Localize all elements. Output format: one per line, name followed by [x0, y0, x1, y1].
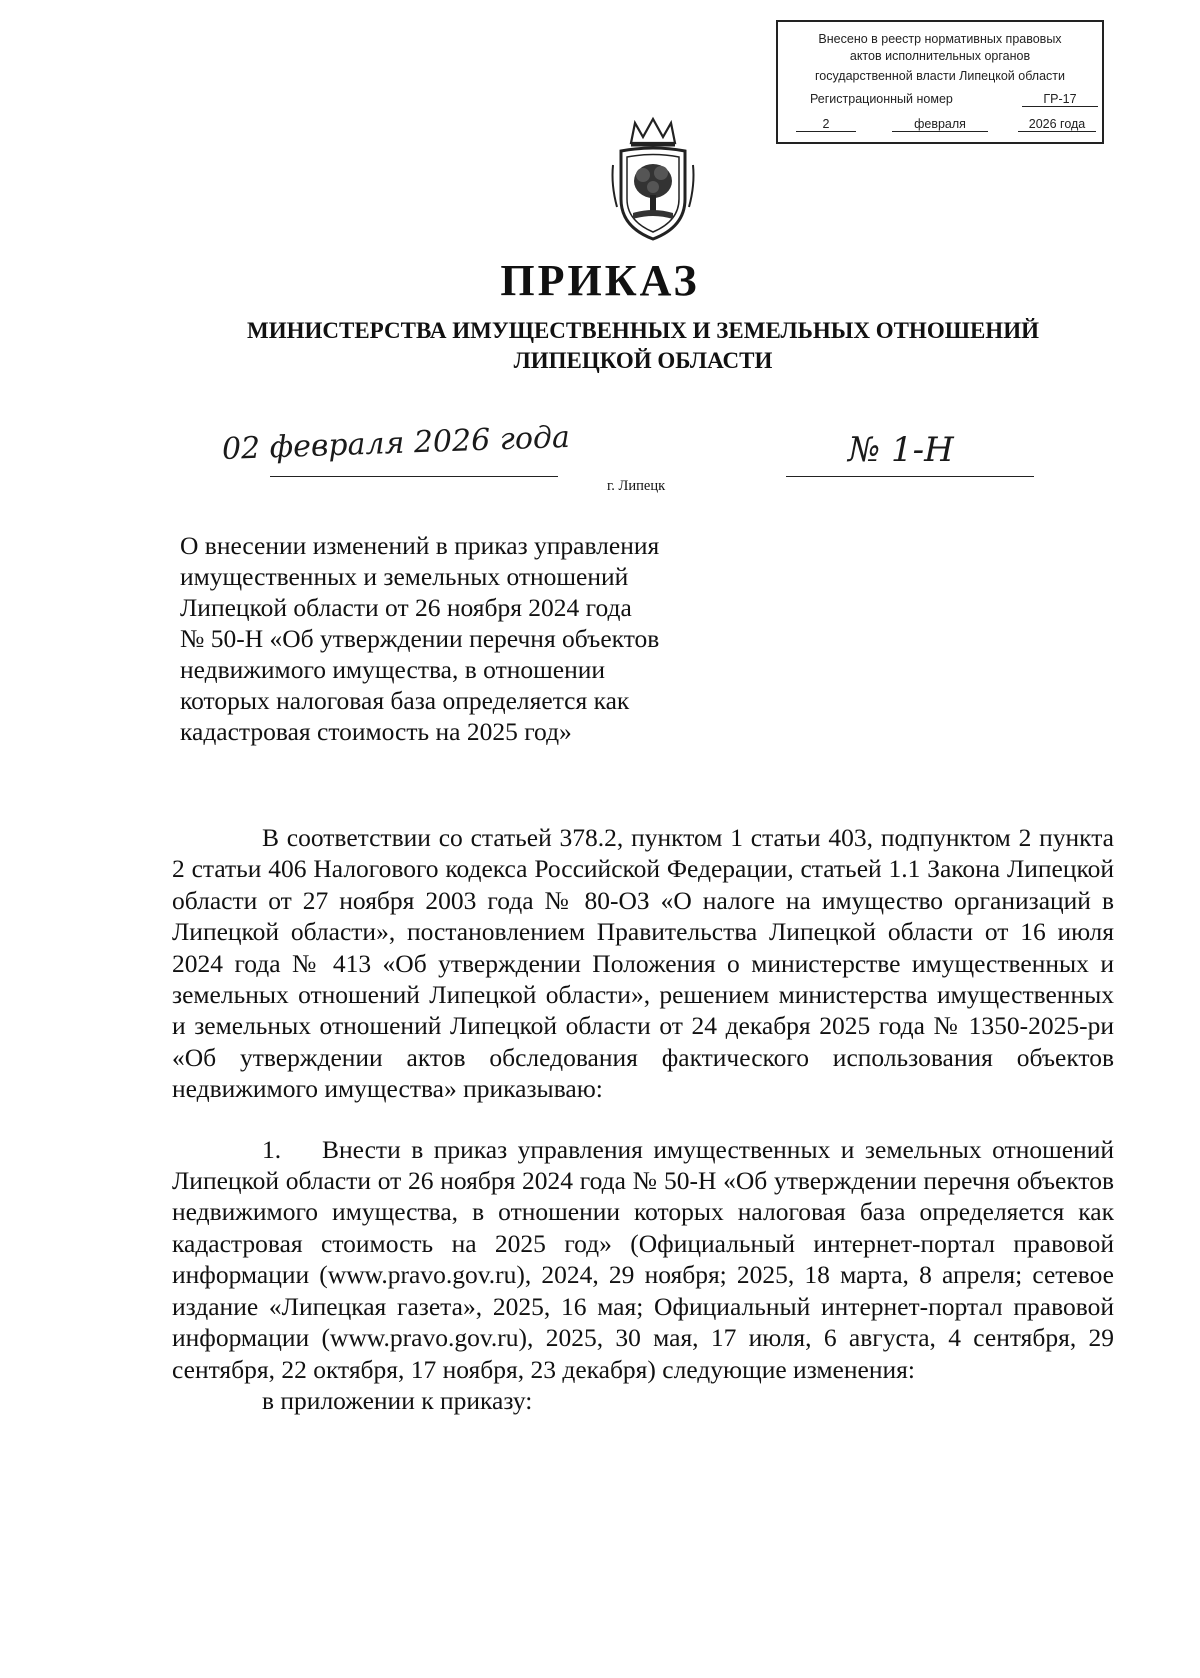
topic-line: кадастровая стоимость на 2025 год» — [180, 717, 572, 746]
number-underline — [786, 476, 1034, 477]
stamp-line-3: государственной власти Липецкой области — [814, 69, 1066, 83]
city-label: г. Липецк — [607, 478, 666, 494]
stamp-line-1: Внесено в реестр нормативных правовых — [818, 32, 1062, 46]
date-underline — [270, 476, 558, 477]
ministry-name-line-2: ЛИПЕЦКОЙ ОБЛАСТИ — [513, 348, 773, 373]
stamp-reg-number: ГР-17 — [1022, 92, 1098, 107]
stamp-reg-label: Регистрационный номер — [810, 92, 953, 106]
item-1-paragraph — [172, 1134, 1114, 1385]
topic-line: имущественных и земельных отношений — [180, 562, 629, 591]
topic-line: Липецкой области от 26 ноября 2024 года — [180, 593, 632, 622]
coat-of-arms-icon — [603, 115, 703, 245]
item-1-text: Внести в приказ управления имущественных и земельных отношений Липецкой области от 26 ноября 2024 года № 50-Н «Об утверждении перечня объектов недвижимого имущества, в отношении которых налоговая база определяется как кадастровая стоимость на 2025 год» (Официальный интернет-портал правовой информации (www.pravo.gov.ru), 2024, 29 ноября; 2025, 18 марта, 8 апреля; сетевое издание «Липецкая газета», 2025, 16 мая; Официальный интернет-портал правовой информации (www.pravo.gov.ru), 2025, 30 мая, 17 июля, 6 августа, 4 сентября, 29 сентября, 22 октября, 17 ноября, 23 декабря) следующие изменения: — [172, 1134, 1114, 1384]
handwritten-date: 02 февраля 2026 года — [221, 419, 571, 467]
order-topic — [180, 530, 740, 747]
registry-stamp — [776, 20, 1104, 144]
stamp-line-2: актов исполнительных органов — [849, 49, 1031, 63]
stamp-day: 2 — [796, 117, 856, 132]
item-1-number: 1. — [262, 1134, 282, 1164]
order-body — [172, 822, 1114, 1416]
annex-paragraph: в приложении к приказу: — [262, 1385, 533, 1415]
topic-line: № 50-Н «Об утверждении перечня объектов — [180, 624, 660, 653]
document-title: ПРИКАЗ — [500, 256, 700, 305]
handwritten-order-number: № 1-Н — [848, 430, 954, 470]
ministry-name — [0, 316, 1200, 376]
preamble-paragraph: В соответствии со статьей 378.2, пунктом 1 статьи 403, подпунктом 2 пункта 2 статьи 406 Налогового кодекса Российской Федерации, статьей 1.1 Закона Липецкой области от 27 ноября 2003 года № 80-ОЗ «О налоге на имущество организаций в Липецкой области», постановлением Правительства Липецкой области от 16 июля 2024 года № 413 «Об утверждении Положения о министерстве имущественных и земельных отношений Липецкой области», решением министерства имущественных и земельных отношений Липецкой области от 24 декабря 2025 года № 1350-2025-ри «Об утверждении актов обследования фактического использования объектов недвижимого имущества» приказываю: — [172, 823, 1114, 1104]
stamp-reg-row — [810, 92, 1092, 106]
stamp-date-row — [796, 117, 1092, 135]
topic-line: недвижимого имущества, в отношении — [180, 655, 606, 684]
ministry-name-line-1: МИНИСТЕРСТВА ИМУЩЕСТВЕННЫХ И ЗЕМЕЛЬНЫХ ОТНОШЕНИЙ — [247, 318, 1039, 343]
stamp-month: февраля — [892, 117, 988, 132]
topic-line: которых налоговая база определяется как — [180, 686, 630, 715]
stamp-year: 2026 года — [1018, 117, 1096, 132]
topic-line: О внесении изменений в приказ управления — [180, 531, 660, 560]
